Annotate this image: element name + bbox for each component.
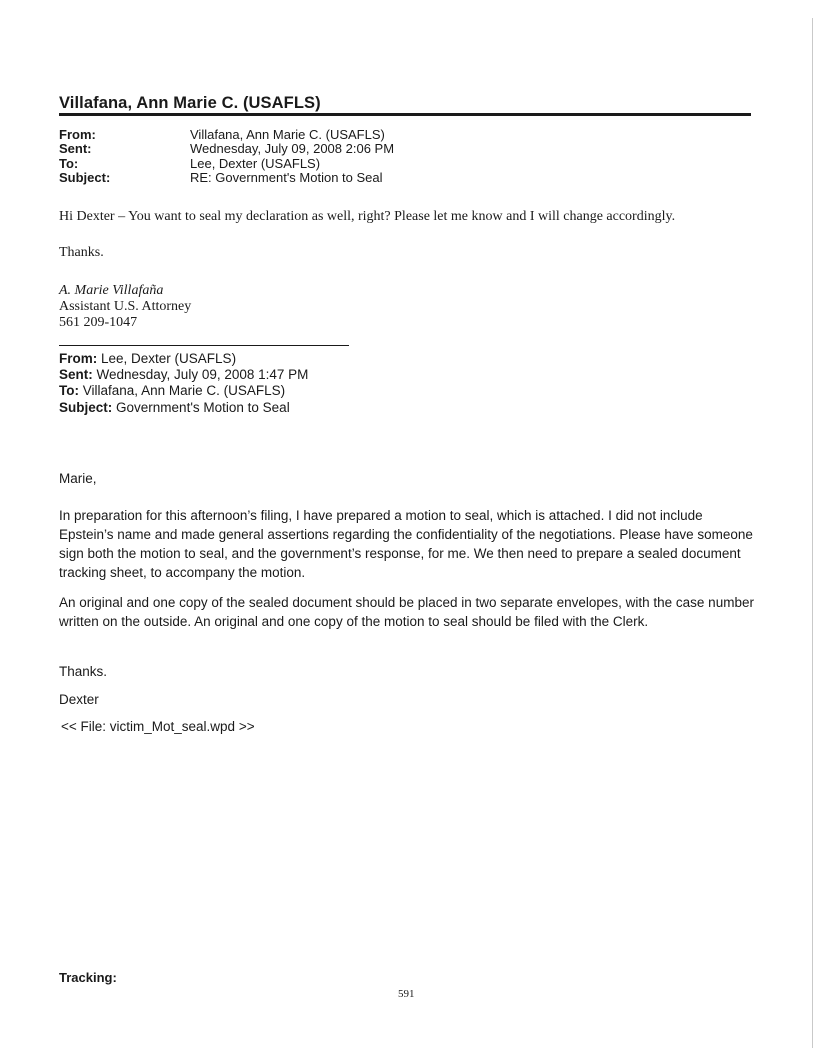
signature-phone: 561 209-1047 xyxy=(59,315,138,330)
subject-value: RE: Government's Motion to Seal xyxy=(190,170,383,186)
orig-sent-row xyxy=(59,367,308,383)
subject-label: Subject: xyxy=(59,170,111,186)
para1-line-1: In preparation for this afternoon’s filing, I have prepared a motion to seal, which is attached. I did not include xyxy=(59,508,703,523)
closing-thanks: Thanks. xyxy=(59,664,108,679)
sent-value: Wednesday, July 09, 2008 2:06 PM xyxy=(190,141,395,157)
page-edge-line xyxy=(812,18,813,1048)
signature-block xyxy=(59,283,191,331)
title-rule xyxy=(59,113,751,116)
document-title: Villafana, Ann Marie C. (USAFLS) xyxy=(59,94,321,112)
from-label: From: xyxy=(59,127,96,142)
page-number: 591 xyxy=(398,988,415,1000)
orig-sent-label: Sent: xyxy=(59,367,93,383)
from-value: Villafana, Ann Marie C. (USAFLS) xyxy=(190,127,385,142)
orig-to-value: Villafana, Ann Marie C. (USAFLS) xyxy=(82,383,286,399)
original-message-header xyxy=(59,351,308,416)
to-label: To: xyxy=(59,155,79,171)
para2-line-1: An original and one copy of the sealed document should be placed in two separate envelopes, with the case number xyxy=(59,595,754,610)
body-paragraph-2 xyxy=(59,593,779,631)
header-from-row xyxy=(59,128,394,142)
attachment-reference[interactable]: << File: victim_Mot_seal.wpd >> xyxy=(61,719,255,734)
orig-from-value: Lee, Dexter (USAFLS) xyxy=(101,351,237,366)
to-value: Lee, Dexter (USAFLS) xyxy=(190,155,321,171)
para1-line-3: sign both the motion to seal, and the government’s response, for me. We then need to prepare a sealed document xyxy=(59,546,741,561)
sent-label: Sent: xyxy=(59,141,92,157)
header-to-row xyxy=(59,157,394,171)
orig-sent-value: Wednesday, July 09, 2008 1:47 PM xyxy=(96,367,309,383)
reply-line-1: Hi Dexter – You want to seal my declaration as well, right? Please let me know and I will change accordingly. xyxy=(59,209,676,224)
orig-subject-row xyxy=(59,400,308,416)
email-header xyxy=(59,128,394,186)
signature-name: A. Marie Villafaña xyxy=(59,283,164,298)
orig-subject-label: Subject: xyxy=(59,399,113,415)
orig-to-label: To: xyxy=(59,383,79,399)
header-subject-row xyxy=(59,171,394,185)
signoff-name: Dexter xyxy=(59,692,99,707)
orig-to-row xyxy=(59,383,308,399)
orig-from-row xyxy=(59,351,308,367)
body-paragraph-1 xyxy=(59,506,779,582)
para1-line-2: Epstein’s name and made general assertions regarding the confidentiality of the negotiations. Please have someone xyxy=(59,527,753,542)
signature-title: Assistant U.S. Attorney xyxy=(59,299,192,314)
greeting: Marie, xyxy=(59,471,97,486)
separator-line xyxy=(59,345,349,346)
orig-from-label: From: xyxy=(59,351,98,366)
reply-thanks: Thanks. xyxy=(59,245,104,260)
tracking-label: Tracking: xyxy=(59,970,117,985)
orig-subject-value: Government's Motion to Seal xyxy=(116,399,290,415)
header-sent-row xyxy=(59,142,394,156)
para2-line-2: written on the outside. An original and one copy of the motion to seal should be filed with the Clerk. xyxy=(59,614,649,629)
para1-line-4: tracking sheet, to accompany the motion. xyxy=(59,565,306,580)
